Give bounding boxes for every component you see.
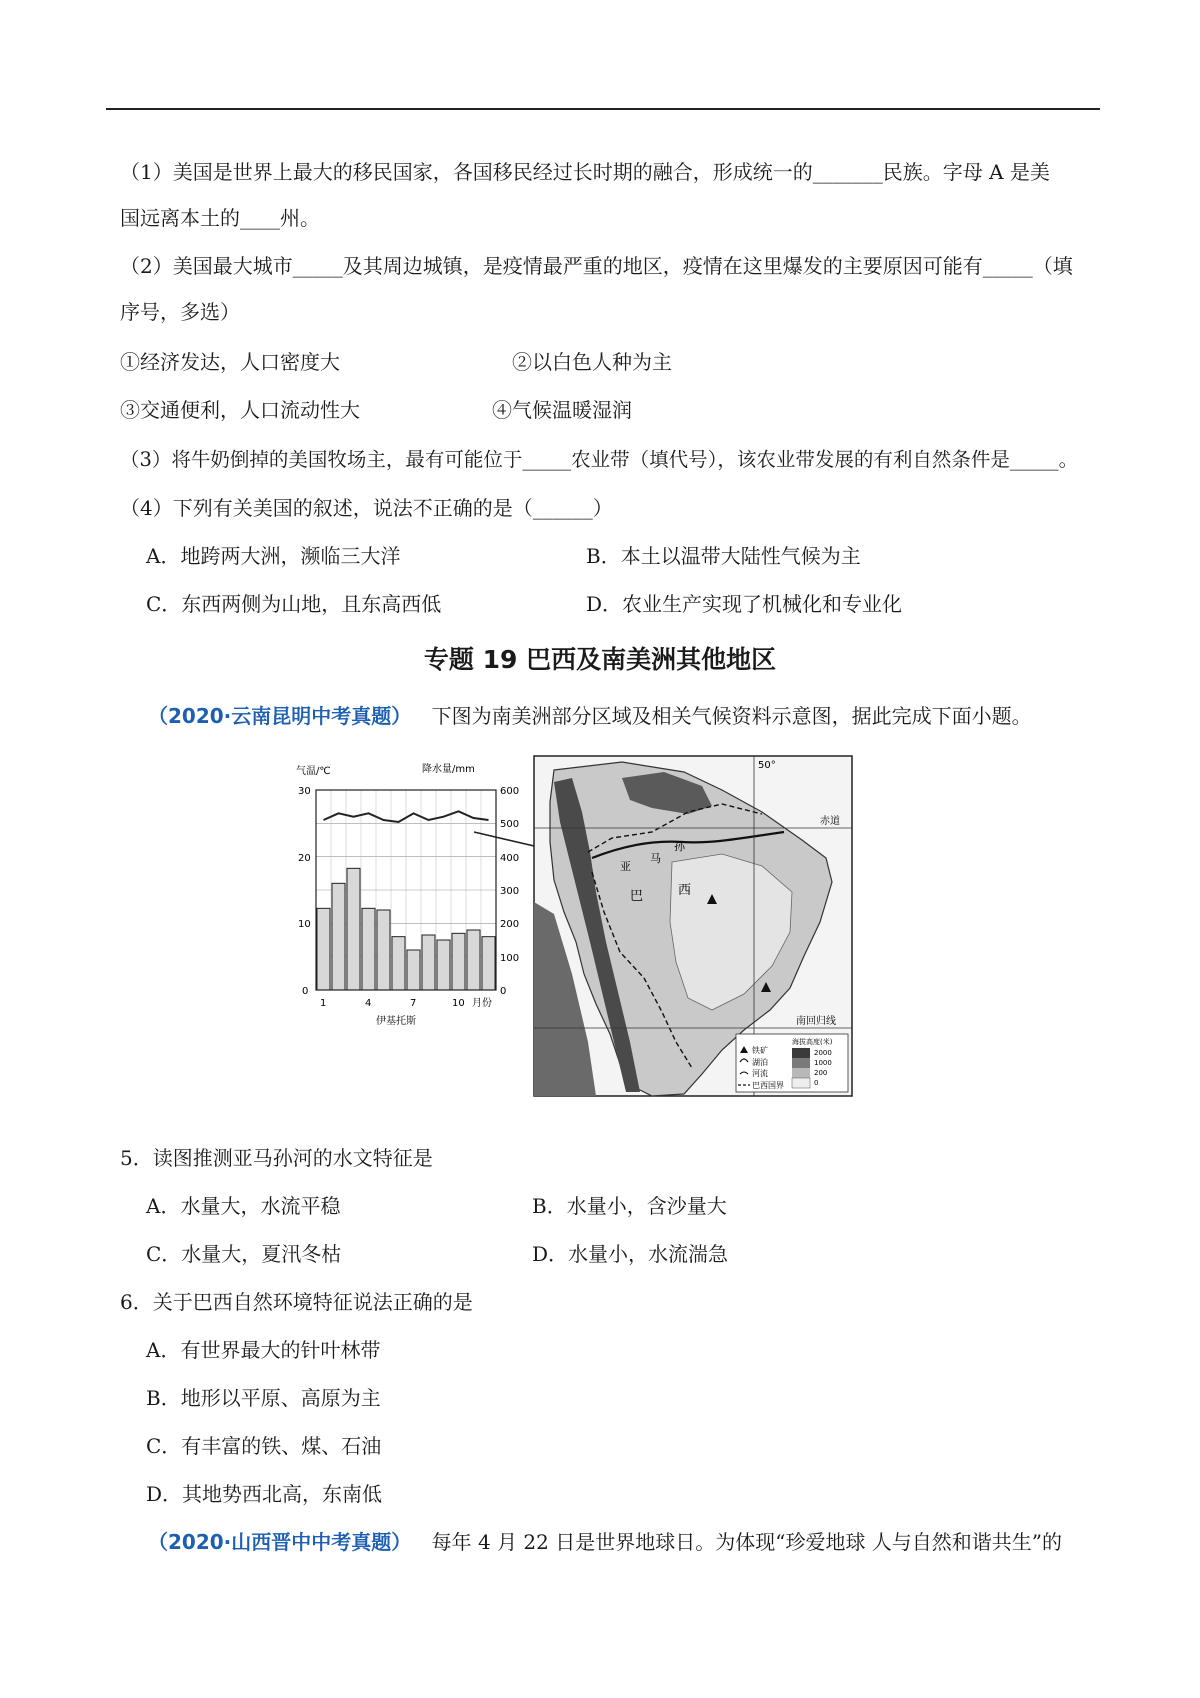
precipitation-bar	[317, 908, 330, 990]
x-tick-1: 1	[320, 998, 327, 1009]
q6-option-d: D．其地势西北高，东南低	[146, 1482, 383, 1506]
right-tick-400: 400	[500, 853, 520, 864]
precipitation-bar	[377, 910, 390, 990]
station-name: 伊基托斯	[376, 1016, 416, 1027]
q1-line2: 国远离本土的____州。	[120, 206, 320, 230]
right-ticks	[500, 786, 519, 997]
figure-svg	[292, 742, 912, 1110]
q4-option-d: D．农业生产实现了机械化和专业化	[586, 592, 903, 616]
q5-option-a: A．水量大，水流平稳	[146, 1194, 341, 1218]
x-tick-month: 月份	[472, 998, 492, 1009]
intro-1-source: （2020·云南昆明中考真题）	[148, 704, 412, 728]
right-tick-300: 300	[500, 886, 520, 897]
q6-stem: 6．关于巴西自然环境特征说法正确的是	[120, 1290, 473, 1314]
left-tick-10: 10	[298, 919, 311, 930]
x-ticks	[320, 997, 492, 1009]
left-tick-20: 20	[298, 853, 311, 864]
q2-option-1: ①经济发达，人口密度大	[120, 350, 340, 374]
intro-1	[148, 702, 1032, 730]
legend-river: 河流	[752, 1069, 768, 1078]
precipitation-bar	[347, 868, 360, 990]
q4-option-a: A．地跨两大洲，濒临三大洋	[146, 544, 401, 568]
q6-option-b: B．地形以平原、高原为主	[146, 1386, 381, 1410]
q2-line2: 序号，多选）	[120, 300, 240, 324]
right-tick-0: 0	[500, 986, 507, 997]
x-tick-4: 4	[365, 998, 372, 1009]
map-label-xi: 西	[678, 883, 692, 898]
precipitation-bar	[422, 935, 435, 990]
legend-iron: 铁矿	[752, 1046, 768, 1055]
map-legend	[736, 1034, 848, 1092]
q4-option-b: B．本土以温带大陆性气候为主	[586, 544, 861, 568]
right-tick-500: 500	[500, 819, 520, 830]
right-axis-label: 降水量/mm	[422, 764, 475, 775]
legend-elev-0: 0	[814, 1079, 819, 1087]
x-tick-10: 10	[452, 998, 465, 1009]
left-ticks	[298, 786, 311, 997]
precipitation-bar	[332, 883, 345, 990]
figure	[292, 742, 912, 1110]
map-label-ma: 马	[650, 852, 661, 865]
legend-elev-200: 200	[814, 1069, 828, 1077]
precipitation-bar	[362, 908, 375, 990]
legend-elev-1000: 1000	[814, 1059, 832, 1067]
q4-option-c: C．东西两侧为山地，且东高西低	[146, 592, 442, 616]
q1-line1: （1）美国是世界上最大的移民国家，各国移民经过长时期的融合，形成统一的_______民族。字母 A 是美	[120, 160, 1050, 184]
q5-stem: 5．读图推测亚马孙河的水文特征是	[120, 1146, 433, 1170]
q5-option-b: B．水量小，含沙量大	[532, 1194, 727, 1218]
intro-1-text: 下图为南美洲部分区域及相关气候资料示意图，据此完成下面小题。	[431, 704, 1032, 728]
left-tick-30: 30	[298, 786, 311, 797]
tropic-label: 南回归线	[796, 1016, 836, 1027]
q5-option-c: C．水量大，夏汛冬枯	[146, 1242, 342, 1266]
legend-elev-2000-swatch	[792, 1048, 810, 1058]
map-label-xun: 孙	[674, 840, 685, 853]
precipitation-bar	[467, 930, 480, 990]
equator-label: 赤道	[820, 816, 840, 827]
precipitation-bar	[482, 937, 495, 990]
climate-chart	[296, 762, 519, 1027]
meridian-label: 50°	[758, 760, 776, 771]
legend-elev-2000: 2000	[814, 1049, 832, 1057]
legend-elev-200-swatch	[792, 1068, 810, 1078]
q2-option-4: ④气候温暖湿润	[492, 398, 632, 422]
q2-line1: （2）美国最大城市_____及其周边城镇，是疫情最严重的地区，疫情在这里爆发的主要原因可能有_____（填	[120, 254, 1073, 278]
left-tick-0: 0	[302, 986, 309, 997]
q3-line1: （3）将牛奶倒掉的美国牧场主，最有可能位于_____农业带（填代号），该农业带发展的有利自然条件是_____。	[120, 448, 1079, 471]
q5-option-d: D．水量小，水流湍急	[532, 1242, 729, 1266]
map-label-ba: 巴	[630, 889, 644, 904]
legend-border: 巴西国界	[752, 1081, 784, 1090]
right-tick-600: 600	[500, 786, 520, 797]
precipitation-bar	[437, 940, 450, 990]
precipitation-bar	[452, 933, 465, 990]
q2-option-2: ②以白色人种为主	[512, 350, 672, 374]
legend-lake: 湖泊	[752, 1058, 768, 1067]
q4-stem: （4）下列有关美国的叙述，说法不正确的是（______）	[120, 496, 613, 520]
intro-2-text: 每年 4 月 22 日是世界地球日。为体现“珍爱地球 人与自然和谐共生”的	[431, 1530, 1063, 1554]
top-rule	[106, 108, 1100, 110]
intro-2	[148, 1528, 1062, 1556]
legend-elev-1000-swatch	[792, 1058, 810, 1068]
precipitation-bar	[407, 950, 420, 990]
south-america-map	[534, 756, 852, 1096]
precipitation-bar	[392, 937, 405, 990]
q6-option-c: C．有丰富的铁、煤、石油	[146, 1434, 382, 1458]
legend-elev-0-swatch	[792, 1078, 810, 1088]
q2-option-3: ③交通便利，人口流动性大	[120, 398, 360, 422]
section-title: 专题 19 巴西及南美洲其他地区	[423, 645, 777, 674]
left-axis-label: 气温/℃	[296, 766, 331, 777]
legend-elev-title: 海拔高度(米)	[792, 1038, 833, 1046]
intro-2-source: （2020·山西晋中中考真题）	[148, 1530, 412, 1554]
map-label-ya: 亚	[620, 860, 631, 873]
q6-option-a: A．有世界最大的针叶林带	[146, 1338, 381, 1362]
right-tick-200: 200	[500, 919, 520, 930]
right-tick-100: 100	[500, 953, 520, 964]
x-tick-7: 7	[410, 998, 417, 1009]
